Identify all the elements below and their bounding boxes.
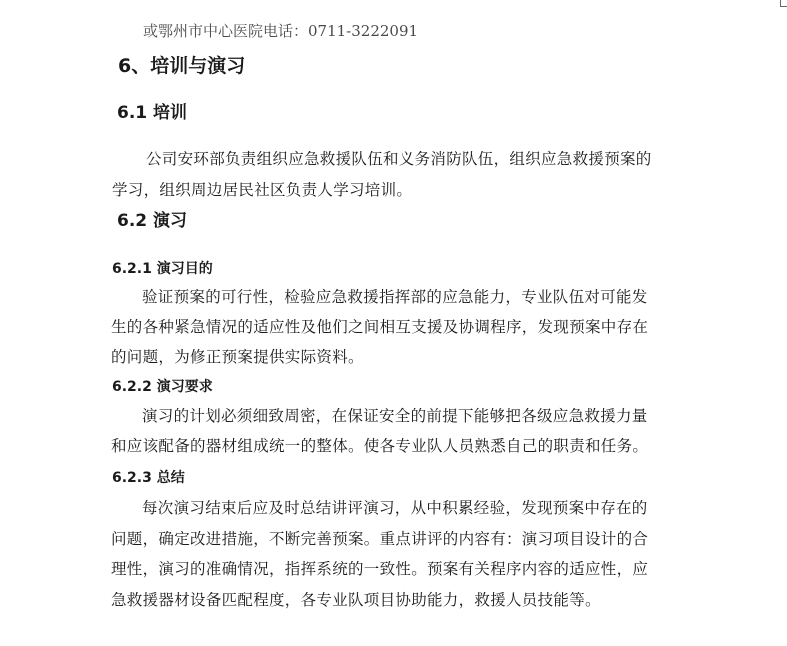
section-6-title: 6、培训与演习 — [118, 55, 246, 77]
section-6-2-3-paragraph-line: 问题，确定改进措施，不断完善预案。重点讲评的内容有：演习项目设计的合 — [111, 530, 649, 548]
section-6-1-paragraph-line: 公司安环部负责组织应急救援队伍和义务消防队伍，组织应急救援预案的 — [146, 150, 652, 168]
section-6-2-3-paragraph-line: 每次演习结束后应及时总结讲评演习，从中积累经验，发现预案中存在的 — [142, 499, 648, 517]
section-6-2-1-paragraph-line: 的问题，为修正预案提供实际资料。 — [111, 348, 364, 366]
section-6-2-2-paragraph-line: 演习的计划必须细致周密，在保证安全的前提下能够把各级应急救援力量 — [142, 407, 648, 425]
section-6-2-2-title: 6.2.2 演习要求 — [112, 379, 213, 395]
section-6-2-3-title: 6.2.3 总结 — [112, 470, 185, 486]
section-6-2-2-paragraph-line: 和应该配备的器材组成统一的整体。使各专业队人员熟悉自己的职责和任务。 — [111, 437, 649, 455]
hospital-phone-line: 或鄂州市中心医院电话：0711-3222091 — [143, 22, 419, 40]
section-6-2-title: 6.2 演习 — [117, 211, 188, 231]
crop-mark — [780, 6, 787, 7]
section-6-2-3-paragraph-line: 急救援器材设备匹配程度，各专业队项目协助能力，救援人员技能等。 — [111, 591, 601, 609]
section-6-2-3-paragraph-line: 理性，演习的准确情况，指挥系统的一致性。预案有关程序内容的适应性，应 — [111, 560, 649, 578]
section-6-1-paragraph-line: 学习，组织周边居民社区负责人学习培训。 — [112, 181, 413, 199]
section-6-2-1-paragraph-line: 生的各种紧急情况的适应性及他们之间相互支援及协调程序，发现预案中存在 — [111, 318, 649, 336]
section-6-1-title: 6.1 培训 — [117, 103, 188, 123]
section-6-2-1-title: 6.2.1 演习目的 — [112, 261, 213, 277]
section-6-2-1-paragraph-line: 验证预案的可行性，检验应急救援指挥部的应急能力，专业队伍对可能发 — [142, 288, 648, 306]
